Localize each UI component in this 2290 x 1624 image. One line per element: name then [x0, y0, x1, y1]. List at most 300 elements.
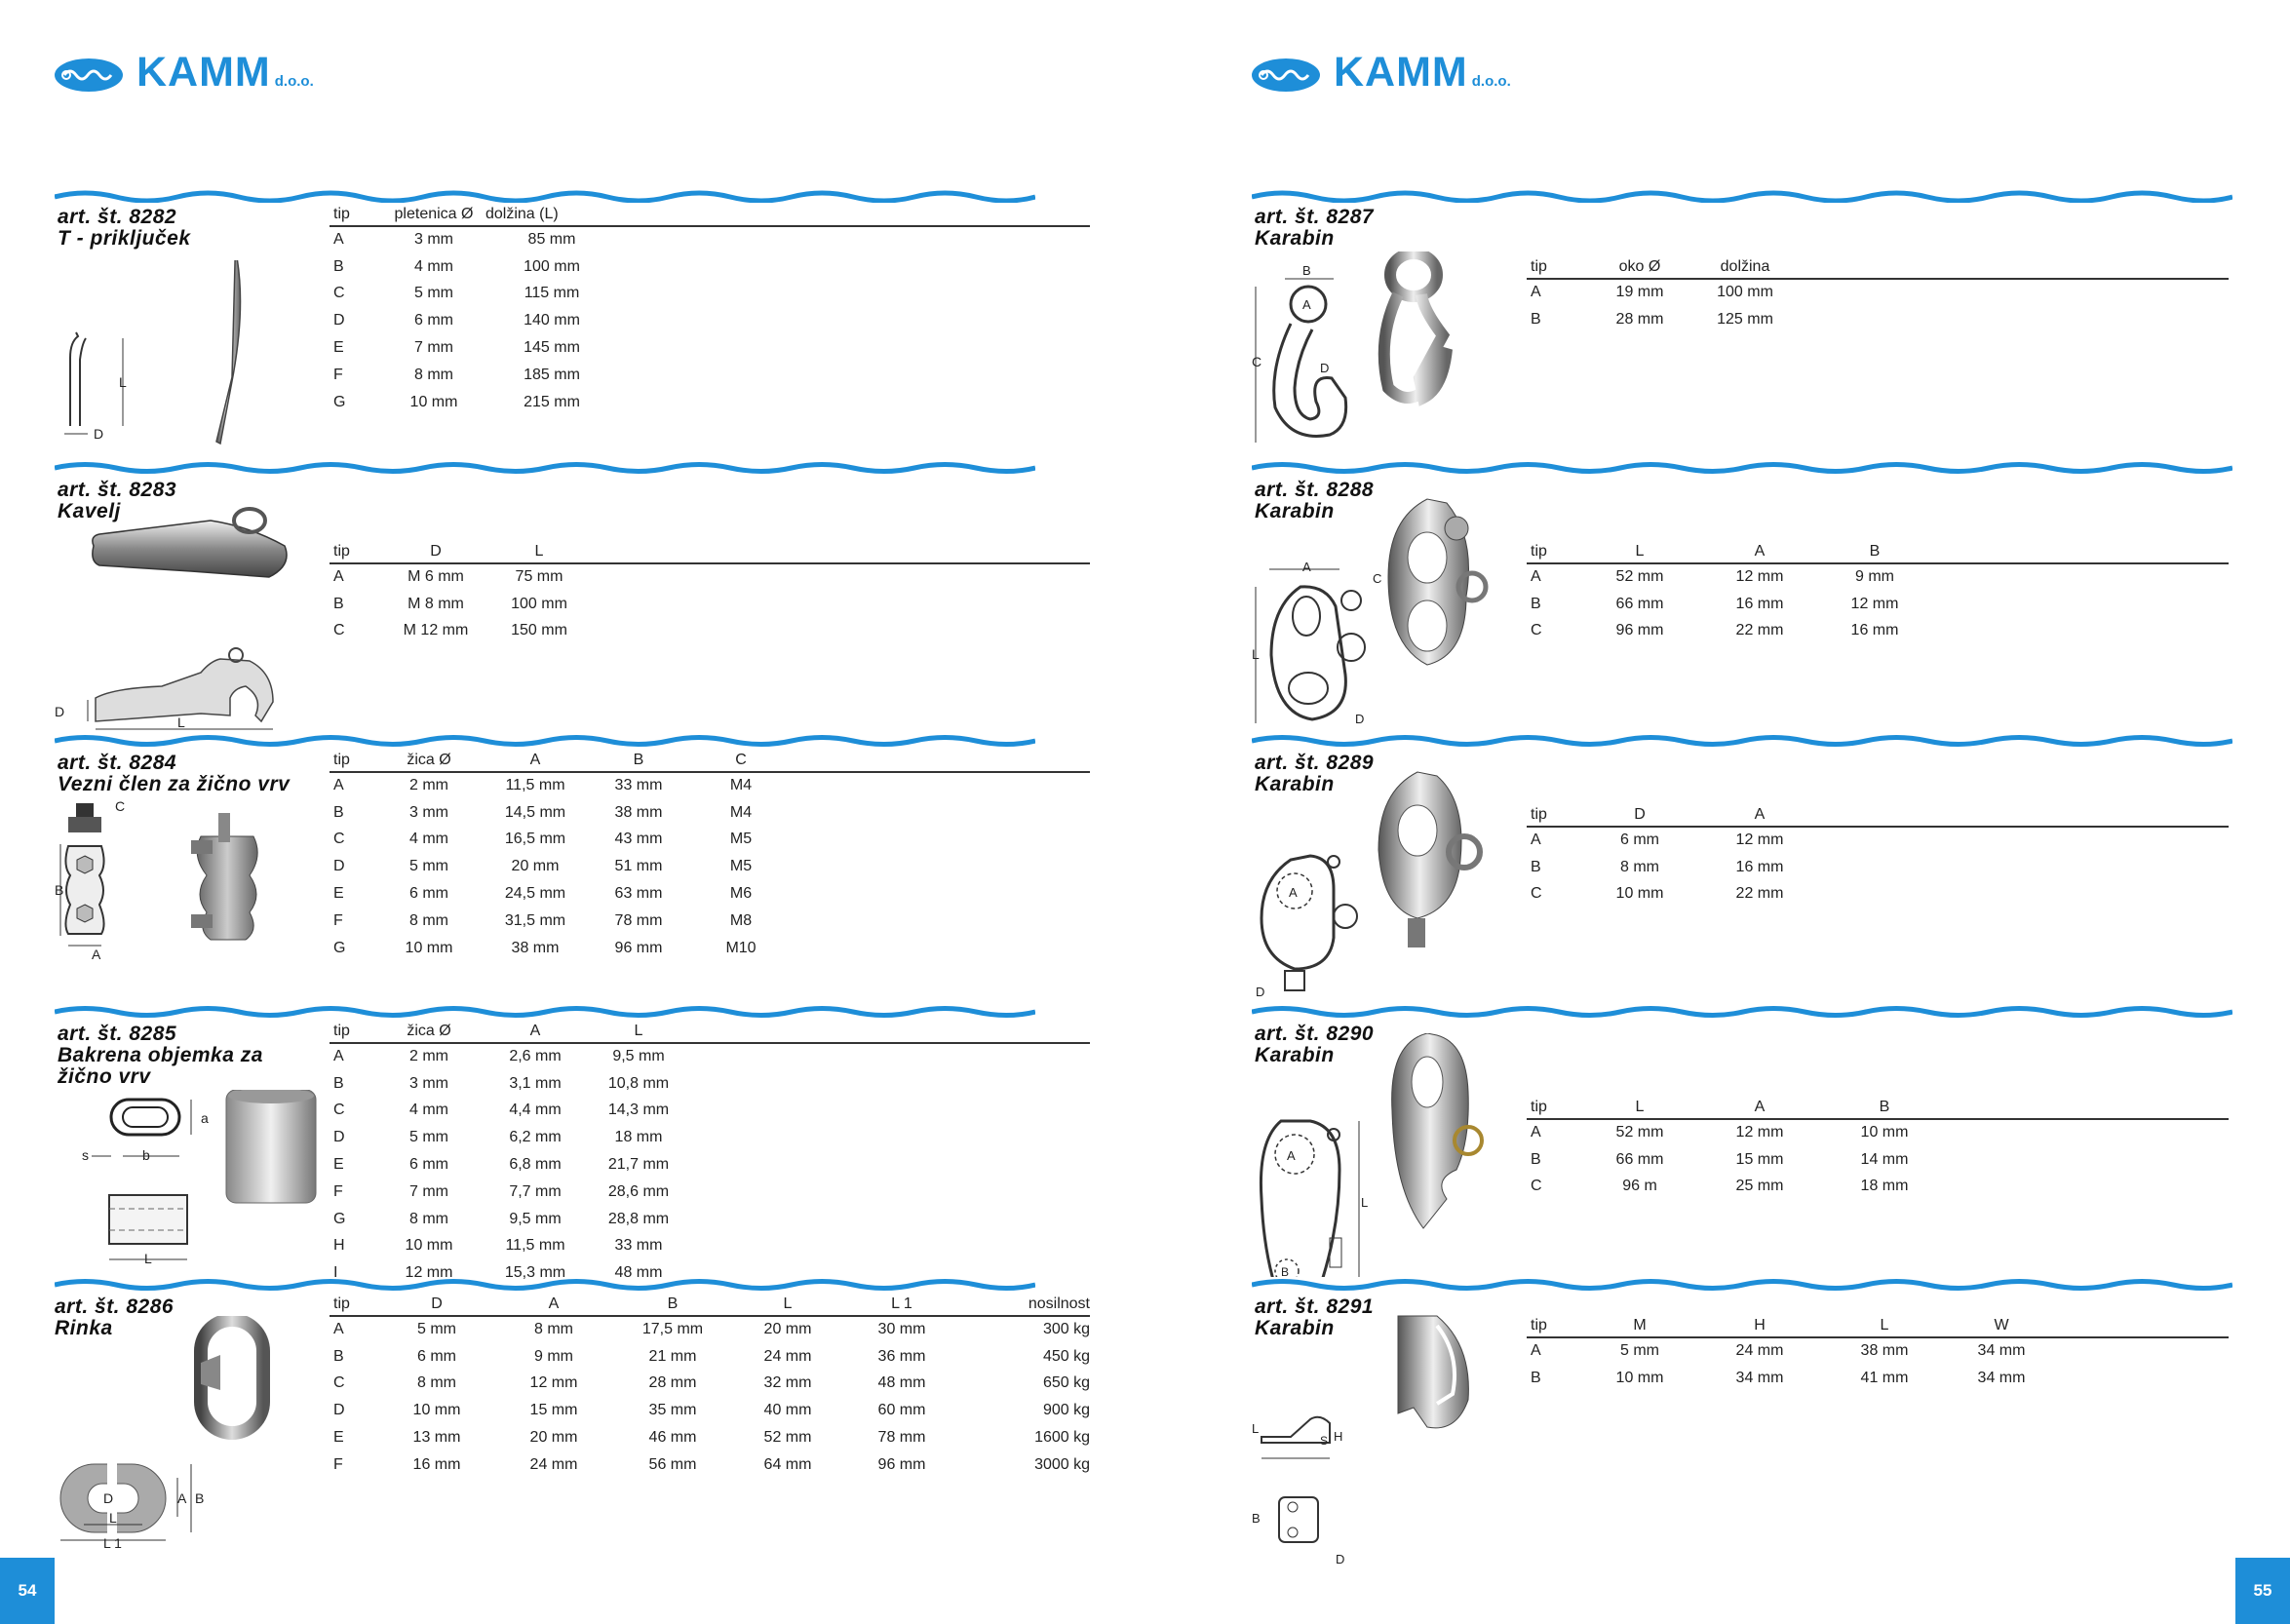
- table-cell: 6 mm: [409, 1156, 448, 1174]
- table-cell: 24 mm: [1735, 1342, 1784, 1360]
- column-header: B: [1821, 542, 1928, 563]
- table-row: [1527, 881, 2229, 909]
- table-cell: 14,5 mm: [504, 803, 566, 821]
- table-cell: 34 mm: [1735, 1369, 1784, 1386]
- table-cell: 16 mm: [1735, 595, 1784, 612]
- table-row: [330, 1343, 1090, 1371]
- spec-table: [1527, 257, 2229, 333]
- product-section: [55, 187, 1039, 460]
- dim-label: B: [55, 882, 64, 898]
- table-cell: 78 mm: [877, 1429, 926, 1447]
- table-cell: C: [1531, 1178, 1542, 1195]
- table-cell: 34 mm: [1977, 1369, 2026, 1386]
- table-cell: B: [333, 1347, 344, 1365]
- dim-label: B: [1281, 1265, 1290, 1277]
- table-cell: 9 mm: [534, 1347, 573, 1365]
- column-header: A: [1698, 1098, 1821, 1119]
- table-cell: 10 mm: [412, 1402, 461, 1419]
- table-row: [1527, 1174, 2229, 1201]
- table-cell-spacer: [620, 362, 1090, 389]
- table-cell: 140 mm: [524, 312, 580, 329]
- table-row: [330, 880, 1090, 908]
- table-cell: 25 mm: [1735, 1178, 1784, 1195]
- dim-label: L: [1252, 1421, 1260, 1436]
- table-row: [330, 281, 1090, 308]
- table-cell: M8: [729, 911, 753, 929]
- table-cell: D: [333, 858, 345, 875]
- t-connector-illustration: [55, 260, 298, 455]
- table-cell: 6 mm: [414, 312, 453, 329]
- table-cell: B: [1531, 858, 1541, 875]
- table-cell: 5 mm: [409, 1129, 448, 1146]
- table-cell: 20 mm: [763, 1321, 812, 1338]
- table-cell: 19 mm: [1615, 284, 1664, 301]
- table-cell: 5 mm: [409, 858, 448, 875]
- dim-label: L: [1252, 646, 1260, 662]
- table-cell: 34 mm: [1977, 1342, 2026, 1360]
- table-cell: 66 mm: [1615, 1150, 1664, 1168]
- table-cell: 8 mm: [414, 366, 453, 383]
- dim-label: A: [1302, 297, 1311, 312]
- column-header-spacer: [620, 205, 1090, 226]
- table-cell: 650 kg: [1042, 1374, 1090, 1392]
- column-header: A: [476, 1022, 595, 1043]
- article-number: art. št. 8284: [58, 752, 177, 774]
- table-cell: 4 mm: [409, 1102, 448, 1119]
- table-cell: 7 mm: [409, 1182, 448, 1200]
- column-header: L 1: [848, 1295, 955, 1316]
- article-number: art. št. 8285: [58, 1023, 177, 1045]
- brand-name: KAMM: [136, 49, 271, 96]
- table-cell-spacer: [682, 1043, 1090, 1070]
- hook-illustration: [55, 507, 298, 731]
- column-header: dolžina (L): [484, 205, 620, 226]
- table-cell: 16,5 mm: [504, 831, 566, 848]
- spec-rows: [330, 772, 1090, 962]
- product-name: Bakrena objemka za: [58, 1044, 263, 1066]
- table-cell: 10 mm: [1615, 885, 1664, 903]
- table-cell: 12 mm: [1850, 595, 1899, 612]
- table-cell-spacer: [799, 880, 1090, 908]
- table-row: [330, 1397, 1090, 1424]
- table-row: [330, 307, 1090, 334]
- table-cell: 66 mm: [1615, 595, 1664, 612]
- table-row: [330, 1070, 1090, 1098]
- table-row: [330, 1233, 1090, 1260]
- table-cell: 12 mm: [1735, 1124, 1784, 1141]
- table-cell: B: [1531, 1150, 1541, 1168]
- table-cell: 4 mm: [409, 831, 448, 848]
- article-number: art. št. 8291: [1255, 1295, 1375, 1318]
- table-cell: M5: [729, 858, 753, 875]
- table-row: [1527, 854, 2229, 881]
- table-cell: 96 mm: [1615, 622, 1664, 639]
- dim-label: L: [177, 715, 185, 730]
- table-cell-spacer: [799, 935, 1090, 962]
- table-cell-spacer: [1948, 1174, 2229, 1201]
- hook-plate-illustration: [1252, 1306, 1544, 1589]
- table-cell: 28,6 mm: [607, 1182, 670, 1200]
- table-cell: 3 mm: [409, 803, 448, 821]
- table-cell: E: [333, 339, 344, 357]
- table-cell: F: [333, 911, 343, 929]
- table-cell: 64 mm: [763, 1455, 812, 1473]
- table-cell-spacer: [682, 1206, 1090, 1233]
- table-cell: 33 mm: [614, 1237, 663, 1255]
- table-cell-spacer: [682, 1070, 1090, 1098]
- table-cell: 300 kg: [1042, 1321, 1090, 1338]
- spec-rows: [330, 1316, 1090, 1479]
- brand-logo: [55, 49, 314, 96]
- table-cell: 5 mm: [1620, 1342, 1659, 1360]
- table-cell-spacer: [591, 618, 1090, 645]
- table-cell: 28,8 mm: [607, 1210, 670, 1227]
- table-cell: 38 mm: [614, 803, 663, 821]
- table-cell: 7,7 mm: [509, 1182, 562, 1200]
- table-cell-spacer: [1928, 591, 2229, 618]
- dim-label: L 1: [103, 1535, 122, 1550]
- column-header: tip: [330, 205, 384, 226]
- table-row: [1527, 306, 2229, 333]
- column-header: oko Ø: [1581, 257, 1698, 279]
- table-cell: 185 mm: [524, 366, 580, 383]
- table-row: [1527, 1119, 2229, 1146]
- table-cell: 21 mm: [648, 1347, 697, 1365]
- table-cell-spacer: [2055, 1337, 2229, 1365]
- column-header: L: [727, 1295, 848, 1316]
- table-cell: 10 mm: [1860, 1124, 1909, 1141]
- table-cell: 6 mm: [1620, 831, 1659, 849]
- table-cell: 15 mm: [1735, 1150, 1784, 1168]
- table-cell: 6 mm: [417, 1347, 456, 1365]
- table-row: [330, 563, 1090, 591]
- column-header: tip: [330, 542, 384, 563]
- table-cell: 38 mm: [1860, 1342, 1909, 1360]
- column-header-spacer: [682, 1022, 1090, 1043]
- table-cell: 52 mm: [763, 1429, 812, 1447]
- rope-icon: [55, 58, 123, 92]
- dim-label: L: [109, 1510, 117, 1526]
- column-header: A: [489, 1295, 618, 1316]
- product-section: [1252, 1004, 2236, 1277]
- column-header-spacer: [2055, 1316, 2229, 1337]
- dim-label: s: [82, 1147, 89, 1163]
- column-header: D: [1581, 805, 1698, 827]
- table-cell: 4 mm: [414, 257, 453, 275]
- spec-table: [330, 1295, 1090, 1479]
- table-row: [330, 827, 1090, 854]
- table-cell: A: [333, 1321, 344, 1338]
- table-cell: 48 mm: [877, 1374, 926, 1392]
- table-cell: 8 mm: [417, 1374, 456, 1392]
- article-number: art. št. 8290: [1255, 1023, 1375, 1045]
- column-header: L: [1581, 1098, 1698, 1119]
- column-header: L: [1821, 1316, 1948, 1337]
- table-cell: E: [333, 885, 344, 903]
- table-cell-spacer: [620, 389, 1090, 416]
- table-cell: M4: [729, 803, 753, 821]
- table-row: [330, 1206, 1090, 1233]
- column-header: B: [1821, 1098, 1948, 1119]
- table-cell: 24,5 mm: [504, 885, 566, 903]
- catalog-page-right: [1145, 0, 2290, 1624]
- column-header: B: [618, 1295, 727, 1316]
- table-cell: A: [1531, 1342, 1541, 1360]
- spec-table: [330, 205, 1090, 416]
- table-cell: 8 mm: [409, 911, 448, 929]
- table-row: [330, 1451, 1090, 1479]
- wave-divider: [55, 460, 1035, 476]
- table-cell: B: [1531, 1369, 1541, 1386]
- table-cell: 56 mm: [648, 1455, 697, 1473]
- table-row: [1527, 591, 2229, 618]
- table-cell-spacer: [799, 772, 1090, 799]
- product-section: [1252, 460, 2236, 733]
- table-cell: 24 mm: [529, 1455, 578, 1473]
- table-cell: 12 mm: [1735, 568, 1784, 586]
- spec-table: [330, 542, 1090, 644]
- table-cell: 100 mm: [1717, 284, 1773, 301]
- product-section: [55, 733, 1039, 1006]
- table-cell: 4,4 mm: [509, 1102, 562, 1119]
- spec-rows: [1527, 1337, 2229, 1392]
- spec-table: [1527, 1316, 2229, 1392]
- table-row: [1527, 618, 2229, 645]
- table-cell: 22 mm: [1735, 622, 1784, 639]
- table-row: [330, 334, 1090, 362]
- product-name: Kavelj: [58, 500, 121, 522]
- table-cell: F: [333, 366, 343, 383]
- table-cell: 8 mm: [409, 1210, 448, 1227]
- table-cell: 10,8 mm: [607, 1074, 670, 1092]
- column-header-spacer: [591, 542, 1090, 563]
- table-cell-spacer: [1928, 563, 2229, 591]
- table-cell: 18 mm: [614, 1129, 663, 1146]
- table-row: [330, 1424, 1090, 1451]
- dim-label: a: [201, 1110, 209, 1126]
- table-row: [330, 1124, 1090, 1151]
- table-cell-spacer: [620, 253, 1090, 281]
- dim-label: D: [55, 704, 65, 719]
- column-header: A: [476, 751, 595, 772]
- table-cell: 2 mm: [409, 777, 448, 794]
- table-cell: 51 mm: [614, 858, 663, 875]
- table-cell: 10 mm: [405, 939, 453, 956]
- column-header: tip: [330, 1022, 382, 1043]
- table-cell: 36 mm: [877, 1347, 926, 1365]
- table-cell: B: [333, 803, 344, 821]
- table-cell: 96 mm: [877, 1455, 926, 1473]
- dim-label: D: [94, 426, 104, 442]
- table-row: [330, 853, 1090, 880]
- wave-divider: [1252, 1277, 2232, 1293]
- table-cell: 16 mm: [1850, 622, 1899, 639]
- table-cell-spacer: [620, 281, 1090, 308]
- table-cell: 16 mm: [412, 1455, 461, 1473]
- wave-divider: [1252, 733, 2232, 749]
- table-cell: 52 mm: [1615, 1124, 1664, 1141]
- spec-rows: [330, 1043, 1090, 1287]
- table-cell-spacer: [682, 1124, 1090, 1151]
- table-cell-spacer: [1792, 279, 2229, 306]
- table-cell: D: [333, 1129, 345, 1146]
- table-cell: 11,5 mm: [505, 1237, 565, 1255]
- table-cell: D: [333, 312, 345, 329]
- table-cell: 12 mm: [405, 1264, 453, 1282]
- dim-label: D: [1336, 1552, 1345, 1566]
- table-cell: 12 mm: [529, 1374, 578, 1392]
- spec-rows: [1527, 1119, 2229, 1200]
- article-number: art. št. 8288: [1255, 479, 1375, 501]
- table-cell: 8 mm: [1620, 858, 1659, 875]
- table-cell: 32 mm: [763, 1374, 812, 1392]
- table-cell: 2 mm: [409, 1048, 448, 1065]
- table-cell: 3 mm: [414, 231, 453, 249]
- table-row: [1527, 827, 2229, 854]
- column-header: žica Ø: [382, 751, 476, 772]
- table-row: [1527, 1337, 2229, 1365]
- dim-label: b: [142, 1147, 150, 1163]
- table-cell: 10 mm: [409, 393, 458, 410]
- table-cell-spacer: [620, 226, 1090, 253]
- table-cell: 9 mm: [1855, 568, 1894, 586]
- table-cell-spacer: [799, 908, 1090, 935]
- column-header: L: [1581, 542, 1698, 563]
- table-cell: 15 mm: [529, 1402, 578, 1419]
- table-cell: 22 mm: [1735, 885, 1784, 903]
- column-header: dolžina: [1698, 257, 1792, 279]
- table-cell: E: [333, 1156, 344, 1174]
- column-header: D: [384, 542, 487, 563]
- dim-label: L: [1361, 1195, 1369, 1210]
- table-cell: 12 mm: [1735, 831, 1784, 849]
- table-cell: 900 kg: [1042, 1402, 1090, 1419]
- dim-label: H: [1334, 1429, 1343, 1444]
- table-cell: 10 mm: [405, 1237, 453, 1255]
- product-heading: [58, 753, 290, 795]
- table-cell: 43 mm: [614, 831, 663, 848]
- wave-divider: [1252, 460, 2232, 476]
- table-cell: B: [1531, 595, 1541, 612]
- dim-label: A: [92, 947, 101, 962]
- product-name: Rinka: [55, 1317, 113, 1339]
- dim-label: B: [1252, 1511, 1261, 1526]
- column-header: A: [1698, 542, 1821, 563]
- column-header: žica Ø: [382, 1022, 476, 1043]
- table-cell: 9,5 mm: [612, 1048, 665, 1065]
- wave-divider: [55, 187, 1035, 203]
- product-section: [1252, 1277, 2236, 1566]
- table-cell: F: [333, 1182, 343, 1200]
- product-section: [55, 1004, 1039, 1282]
- spec-table: [1527, 1098, 2229, 1200]
- table-cell-spacer: [682, 1233, 1090, 1260]
- table-cell: C: [1531, 622, 1542, 639]
- table-cell: 3,1 mm: [509, 1074, 562, 1092]
- table-cell-spacer: [1928, 618, 2229, 645]
- spec-table: [1527, 542, 2229, 644]
- table-cell: 1600 kg: [1034, 1429, 1090, 1447]
- table-cell: 9,5 mm: [509, 1210, 562, 1227]
- column-header: tip: [1527, 805, 1581, 827]
- table-cell: 63 mm: [614, 885, 663, 903]
- product-heading: [58, 1024, 263, 1088]
- column-header: W: [1948, 1316, 2055, 1337]
- table-cell: 75 mm: [515, 568, 563, 586]
- table-cell: 38 mm: [511, 939, 560, 956]
- column-header: A: [1698, 805, 1821, 827]
- table-cell-spacer: [620, 307, 1090, 334]
- table-cell: 145 mm: [524, 339, 580, 357]
- table-cell: 96 m: [1622, 1178, 1657, 1195]
- product-name: Karabin: [1255, 500, 1335, 522]
- table-cell-spacer: [682, 1151, 1090, 1179]
- table-cell: 6,2 mm: [509, 1129, 562, 1146]
- product-heading: [1255, 207, 1374, 250]
- column-header-spacer: [1821, 805, 2229, 827]
- table-cell: 17,5 mm: [641, 1321, 704, 1338]
- article-number: art. št. 8286: [55, 1295, 175, 1318]
- spec-rows: [1527, 563, 2229, 644]
- table-row: [330, 253, 1090, 281]
- table-cell: 115 mm: [524, 285, 580, 302]
- table-cell: F: [333, 1455, 343, 1473]
- table-cell: D: [333, 1402, 345, 1419]
- table-cell: A: [333, 777, 344, 794]
- column-header-spacer: [1948, 1098, 2229, 1119]
- table-cell: 16 mm: [1735, 858, 1784, 875]
- rope-icon: [1252, 58, 1320, 92]
- table-cell: 5 mm: [417, 1321, 456, 1338]
- table-cell: 31,5 mm: [504, 911, 566, 929]
- trigger-snap-illustration: [1252, 1033, 1544, 1277]
- column-header-spacer: [1792, 257, 2229, 279]
- dim-label: D: [1320, 361, 1330, 375]
- column-header: H: [1698, 1316, 1821, 1337]
- table-cell: 7 mm: [414, 339, 453, 357]
- product-heading: [58, 207, 191, 250]
- product-name: Karabin: [1255, 773, 1335, 795]
- table-cell-spacer: [1948, 1119, 2229, 1146]
- table-cell: 85 mm: [527, 231, 576, 249]
- table-row: [1527, 563, 2229, 591]
- table-cell: 15,3 mm: [504, 1264, 566, 1282]
- column-header: nosilnost: [955, 1295, 1090, 1316]
- table-row: [330, 362, 1090, 389]
- table-row: [330, 389, 1090, 416]
- dim-label: L: [119, 374, 127, 390]
- table-cell: A: [333, 1048, 344, 1065]
- table-cell: 78 mm: [614, 911, 663, 929]
- dim-label: A: [177, 1490, 187, 1506]
- table-cell: 28 mm: [1615, 310, 1664, 328]
- table-cell: 20 mm: [511, 858, 560, 875]
- column-header: tip: [1527, 257, 1581, 279]
- table-cell: 21,7 mm: [607, 1156, 670, 1174]
- column-header: tip: [1527, 542, 1581, 563]
- table-cell: 96 mm: [614, 939, 663, 956]
- table-cell: 100 mm: [511, 595, 567, 612]
- table-cell: 2,6 mm: [509, 1048, 562, 1065]
- column-header: L: [595, 1022, 682, 1043]
- table-row: [330, 1098, 1090, 1125]
- product-name: žično vrv: [58, 1065, 151, 1088]
- column-header-spacer: [1928, 542, 2229, 563]
- table-cell-spacer: [799, 827, 1090, 854]
- table-cell: 3 mm: [409, 1074, 448, 1092]
- dim-label: A: [1289, 885, 1298, 900]
- dim-label: B: [1302, 263, 1311, 278]
